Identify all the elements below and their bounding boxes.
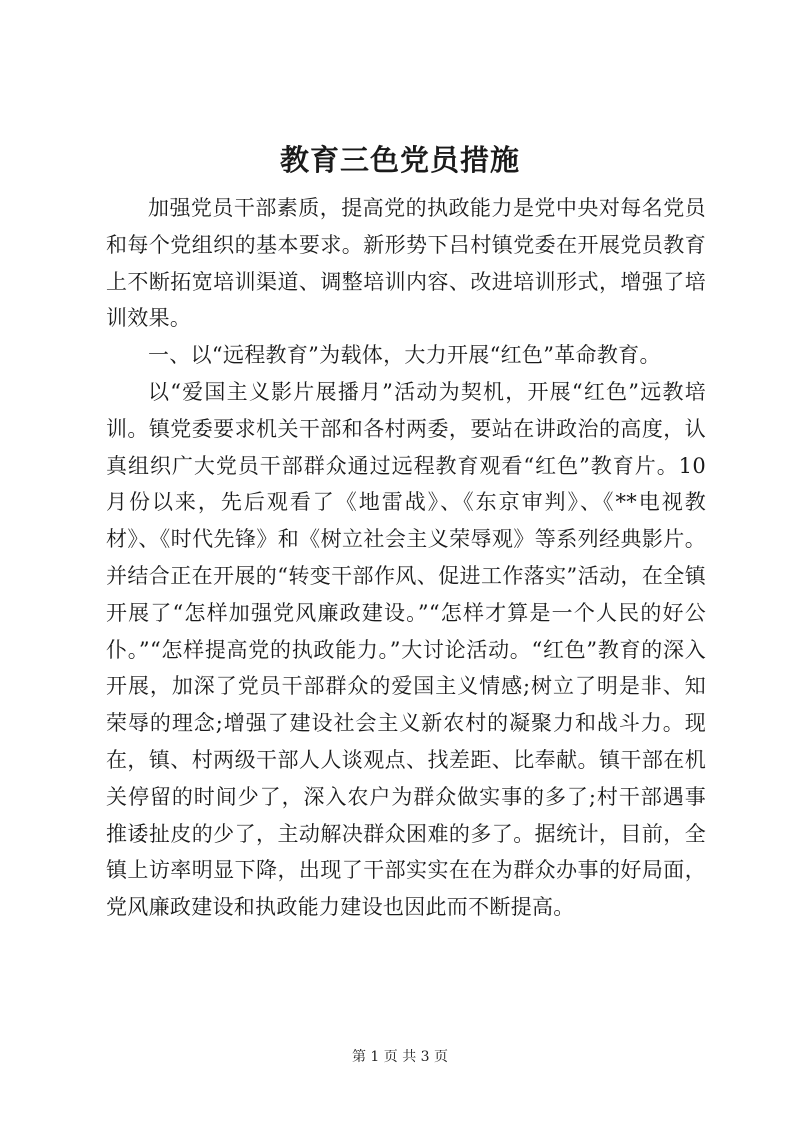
intro-paragraph: 加强党员干部素质，提高党的执政能力是党中央对每名党员和每个党组织的基本要求。新形势下吕村镇党委在开展党员教育上不断拓宽培训渠道、调整培训内容、改进培训形式，增强了培训效果。	[106, 196, 706, 331]
section-body-paragraph: 以“爱国主义影片展播月”活动为契机，开展“红色”远教培训。镇党委要求机关干部和各村两委，要站在讲政治的高度，认真组织广大党员干部群众通过远程教育观看“红色”教育片。10月份以来，先后观看了《地雷战》、《东京审判》、《**电视教材》、《时代先锋》和《树立社会主义荣辱观》等系列经典影片。并结合正在开展的“转变干部作风、促进工作落实”活动，在全镇开展了“怎样加强党风廉政建设。”“怎样才算是一个人民的好公仆。”“怎样提高党的执政能力。”大讨论活动。“红色”教育的深入开展，加深了党员干部群众的爱国主义情感;树立了明是非、知荣辱的理念;增强了建设社会主义新农村的凝聚力和战斗力。现在，镇、村两级干部人人谈观点、找差距、比奉献。镇干部在机关停留的时间少了，深入农户为群众做实事的多了;村干部遇事推诿扯皮的少了，主动解决群众困难的多了。据统计，目前，全镇上访率明显下降，出现了干部实实在在为群众办事的好局面，党风廉政建设和执政能力建设也因此而不断提高。	[106, 379, 706, 920]
section-heading-paragraph: 一、以“远程教育”为载体，大力开展“红色”革命教育。	[148, 343, 661, 368]
page-footer: 第 1 页 共 3 页	[351, 1049, 449, 1065]
document-body	[106, 190, 706, 926]
document-title: 教育三色党员措施	[279, 143, 520, 177]
